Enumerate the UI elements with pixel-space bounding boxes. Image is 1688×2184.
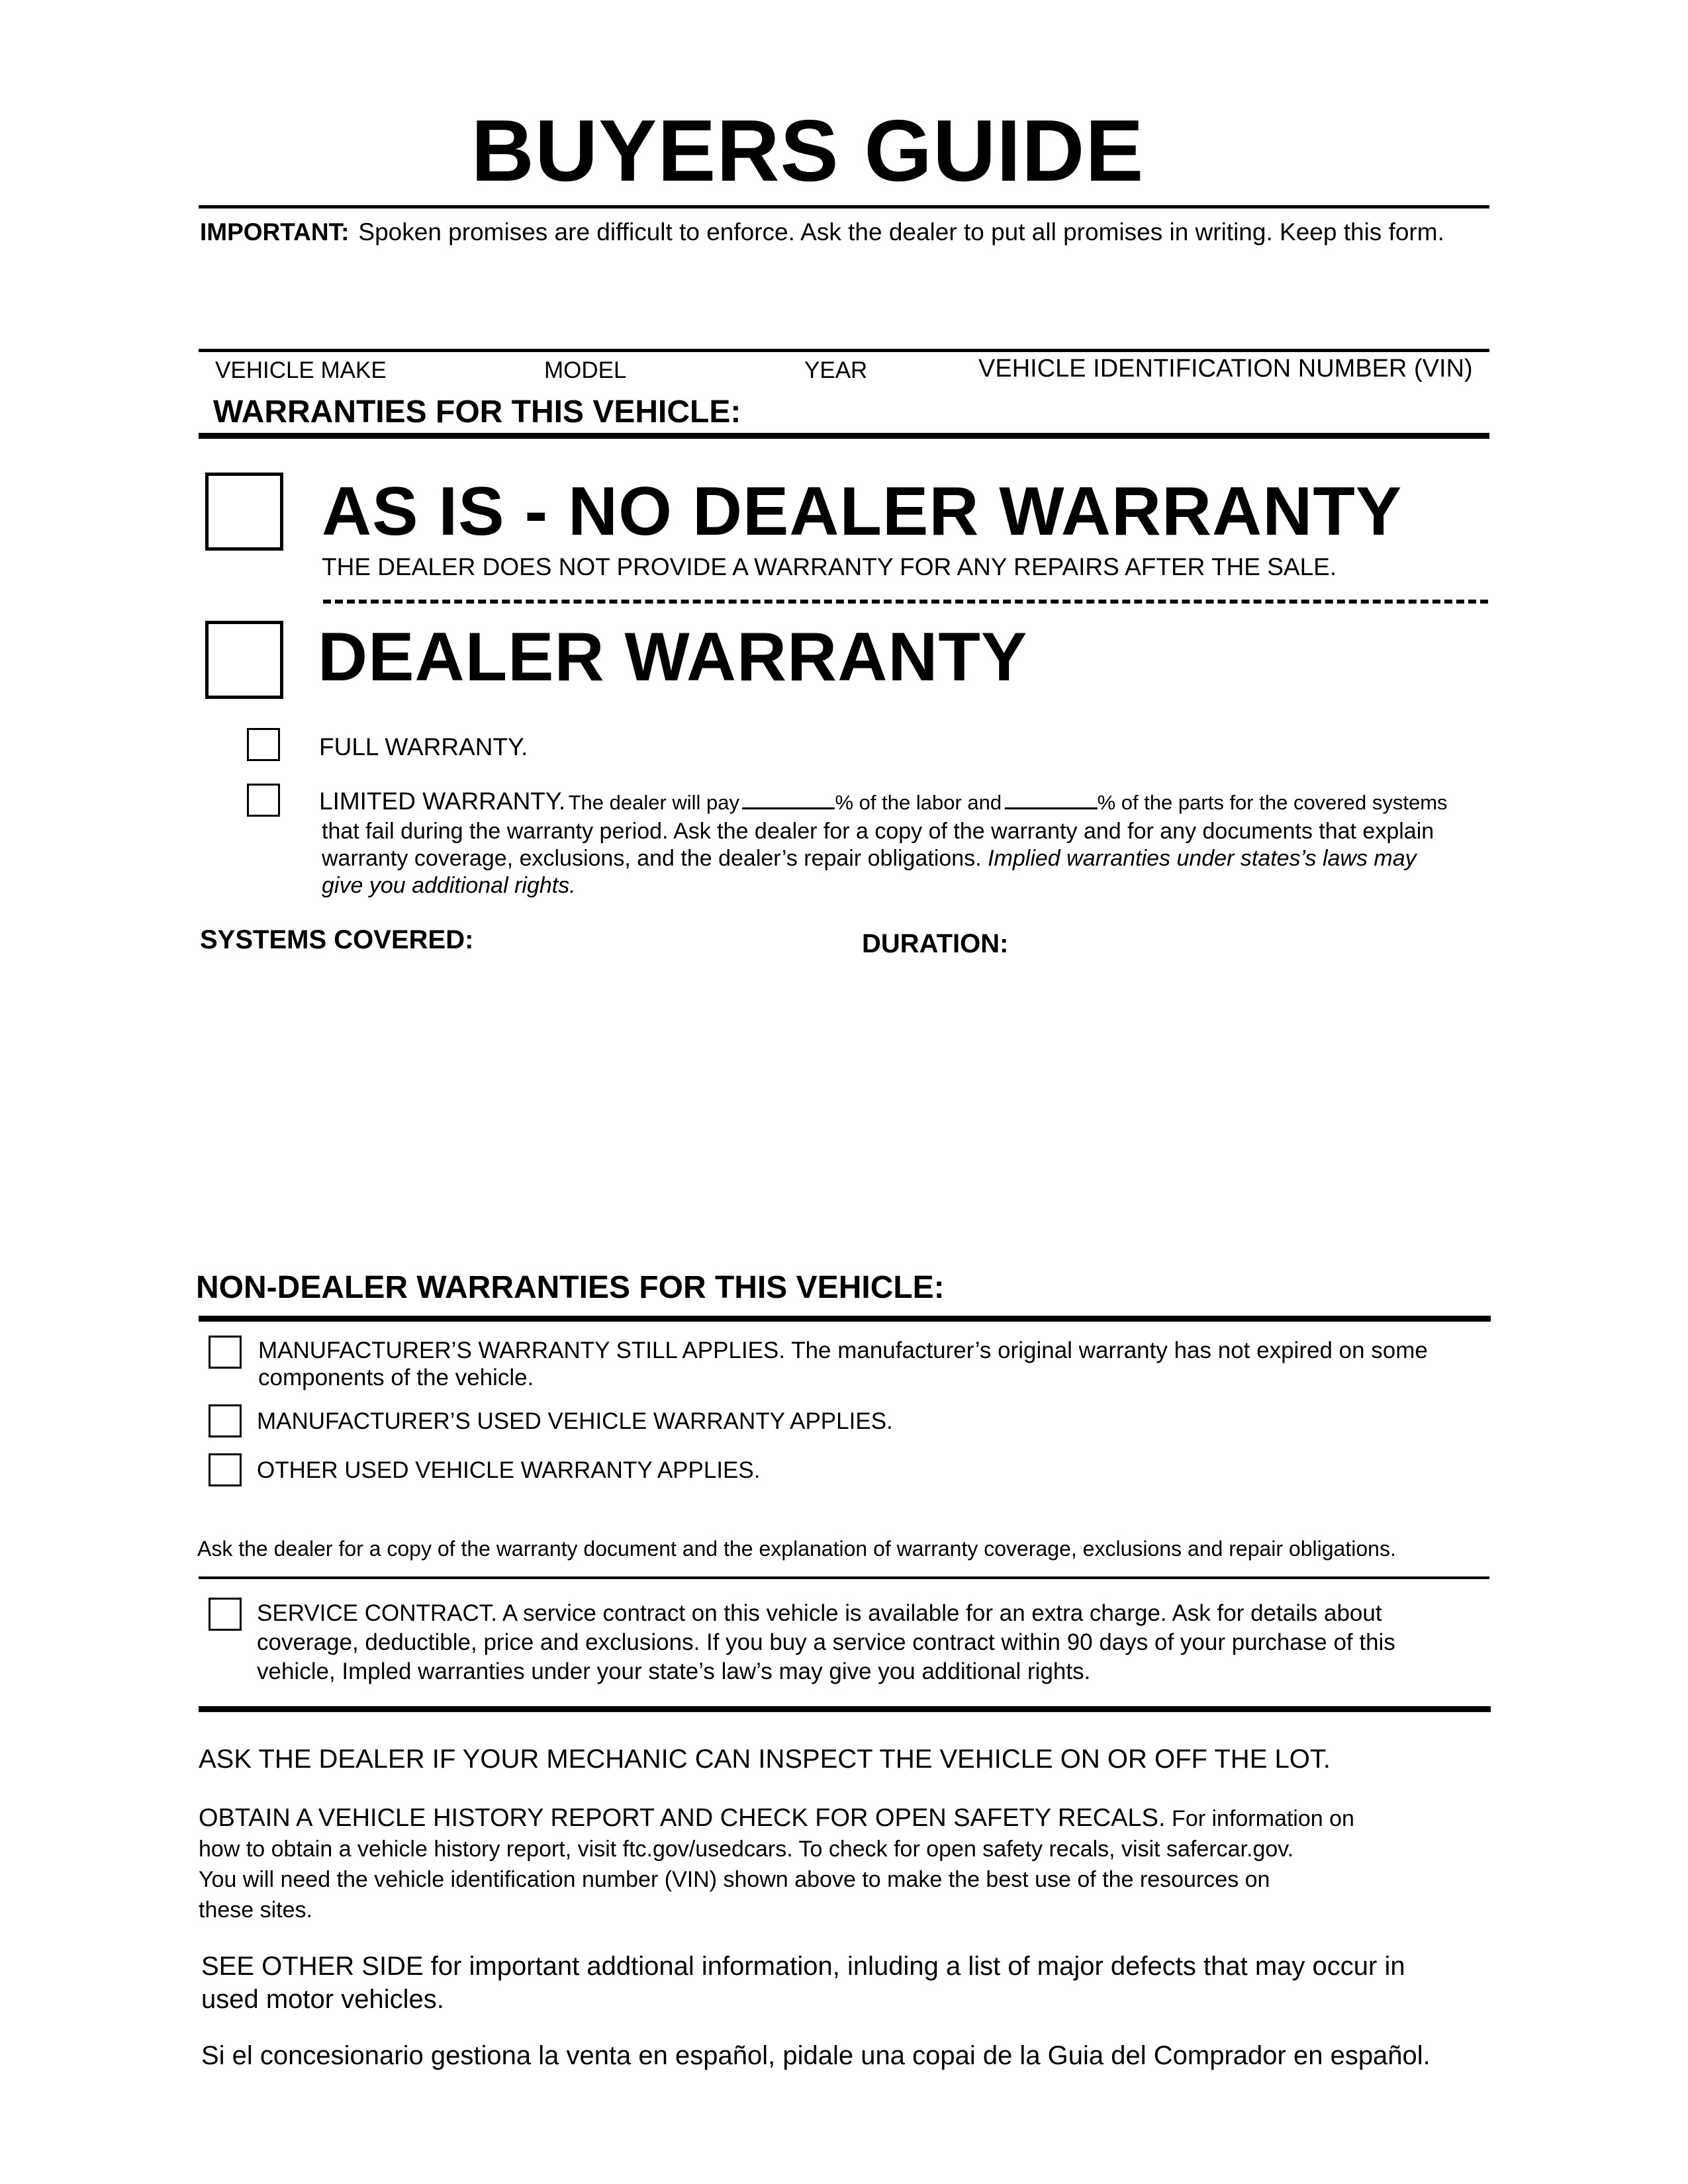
important-label: IMPORTANT: xyxy=(200,218,350,246)
vehicle-history-notice xyxy=(199,1803,1354,1925)
other-used-warranty-label: OTHER USED VEHICLE WARRANTY APPLIES. xyxy=(257,1457,761,1483)
page-title: BUYERS GUIDE xyxy=(471,102,1145,199)
model-label: MODEL xyxy=(544,357,627,383)
non-dealer-heading: NON-DEALER WARRANTIES FOR THIS VEHICLE: xyxy=(196,1270,945,1305)
spanish-notice: Si el concesionario gestiona la venta en español, pidale una copai de la Guia del Comprador en español. xyxy=(201,2041,1430,2070)
mechanic-inspection-notice: ASK THE DEALER IF YOUR MECHANIC CAN INSPECT THE VEHICLE ON OR OFF THE LOT. xyxy=(199,1745,1331,1774)
systems-covered-label: SYSTEMS COVERED: xyxy=(200,925,474,954)
other-used-warranty-checkbox[interactable] xyxy=(209,1453,242,1486)
limited-warranty-text-3: % of the parts for the covered systems xyxy=(1097,791,1448,814)
vehicle-history-line2: how to obtain a vehicle history report, visit ftc.gov/usedcars. To check for open safety recals, visit safercar.gov. xyxy=(199,1837,1294,1862)
vehicle-history-line3: You will need the vehicle identification number (VIN) shown above to make the best use of the resources on xyxy=(199,1867,1270,1892)
limited-warranty-paragraph xyxy=(322,818,1434,899)
as-is-subtitle: THE DEALER DOES NOT PROVIDE A WARRANTY FOR ANY REPAIRS AFTER THE SALE. xyxy=(322,553,1337,580)
implied-warranty-italic-1: Implied warranties under states’s laws may xyxy=(988,846,1417,871)
service-contract-line3: vehicle, Impled warranties under your state’s law’s may give you additional rights. xyxy=(257,1659,1091,1684)
non-dealer-rule xyxy=(199,1316,1491,1322)
limited-warranty-text-1: The dealer will pay xyxy=(568,791,740,814)
vehicle-info-rule xyxy=(199,349,1489,352)
vehicle-history-lead-rest: For information on xyxy=(1172,1806,1354,1831)
title-rule xyxy=(199,205,1489,208)
see-other-side-notice xyxy=(201,1950,1405,2016)
manufacturer-warranty-checkbox[interactable] xyxy=(209,1336,242,1369)
see-other-side-line2: used motor vehicles. xyxy=(201,1985,444,2014)
warranties-heading: WARRANTIES FOR THIS VEHICLE: xyxy=(213,394,741,430)
used-vehicle-warranty-label: MANUFACTURER’S USED VEHICLE WARRANTY APPLIES. xyxy=(257,1408,893,1434)
important-notice xyxy=(200,218,1444,246)
full-warranty-checkbox[interactable] xyxy=(247,728,280,761)
dealer-warranty-title: DEALER WARRANTY xyxy=(318,619,1028,696)
vehicle-history-line4: these sites. xyxy=(199,1897,312,1923)
vehicle-history-lead: OBTAIN A VEHICLE HISTORY REPORT AND CHECK FOR OPEN SAFETY RECALS. xyxy=(199,1804,1166,1832)
limited-warranty-line2: that fail during the warranty period. Ask the dealer for a copy of the warranty and for any documents that explain xyxy=(322,819,1434,844)
used-vehicle-warranty-checkbox[interactable] xyxy=(209,1404,242,1437)
full-warranty-label: FULL WARRANTY. xyxy=(319,733,528,760)
vin-label: VEHICLE IDENTIFICATION NUMBER (VIN) xyxy=(978,355,1473,383)
cut-line-divider xyxy=(323,600,1488,604)
ask-copy-note: Ask the dealer for a copy of the warranty document and the explanation of warranty coverage, exclusions and repair obligations. xyxy=(197,1537,1396,1561)
labor-percent-blank[interactable] xyxy=(742,789,835,809)
manufacturer-warranty-line2: components of the vehicle. xyxy=(258,1365,534,1390)
duration-label: DURATION: xyxy=(862,929,1009,958)
service-contract-text xyxy=(257,1599,1395,1686)
service-contract-line1: SERVICE CONTRACT. A service contract on this vehicle is available for an extra charge. Ask for details about xyxy=(257,1600,1382,1626)
dealer-warranty-checkbox[interactable] xyxy=(205,621,283,699)
vehicle-history-line1 xyxy=(199,1803,1354,1834)
manufacturer-warranty-line1: MANUFACTURER’S WARRANTY STILL APPLIES. The manufacturer’s original warranty has not expired on some xyxy=(258,1338,1428,1363)
limited-warranty-checkbox[interactable] xyxy=(247,784,280,817)
limited-warranty-line3 xyxy=(322,845,1434,872)
service-contract-bottom-rule xyxy=(199,1706,1491,1712)
see-other-side-line1: SEE OTHER SIDE for important addtional information, inluding a list of major defects that may occur in xyxy=(201,1952,1405,1981)
as-is-title: AS IS - NO DEALER WARRANTY xyxy=(322,473,1403,550)
vehicle-make-label: VEHICLE MAKE xyxy=(215,357,387,383)
service-contract-top-rule xyxy=(199,1576,1489,1579)
as-is-checkbox[interactable] xyxy=(205,473,283,551)
service-contract-checkbox[interactable] xyxy=(209,1598,242,1631)
limited-warranty-text-2: % of the labor and xyxy=(835,791,1002,814)
year-label: YEAR xyxy=(804,357,868,383)
important-text: Spoken promises are difficult to enforce. Ask the dealer to put all promises in writing. Keep this form. xyxy=(358,218,1444,246)
limited-warranty-line4 xyxy=(322,872,1434,899)
limited-warranty-line3-text: warranty coverage, exclusions, and the dealer’s repair obligations. xyxy=(322,846,982,871)
service-contract-line2: coverage, deductible, price and exclusions. If you buy a service contract within 90 days of your purchase of this xyxy=(257,1629,1395,1655)
limited-warranty-line1 xyxy=(319,788,1448,815)
manufacturer-warranty-text xyxy=(258,1337,1428,1391)
warranties-rule xyxy=(199,433,1489,439)
implied-warranty-italic-2: give you additional rights. xyxy=(322,873,576,898)
limited-warranty-label: LIMITED WARRANTY. xyxy=(319,788,566,815)
parts-percent-blank[interactable] xyxy=(1005,789,1098,809)
